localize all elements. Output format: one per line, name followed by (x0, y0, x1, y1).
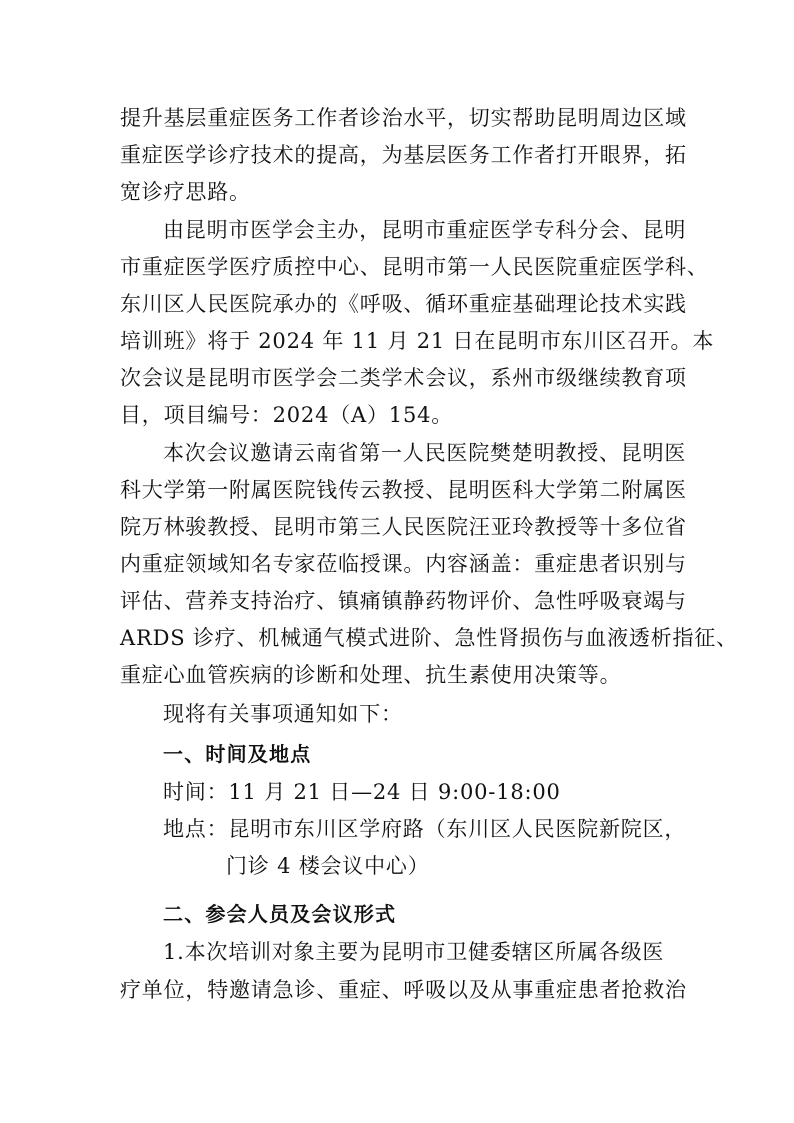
body-text-line: ARDS 诊疗、机械通气模式进阶、急性肾损伤与血液透析指征、 (120, 626, 738, 650)
body-text-line: 东川区人民医院承办的《呼吸、循环重症基础理论技术实践 (120, 292, 687, 316)
body-text-line: 评估、营养支持治疗、镇痛镇静药物评价、急性呼吸衰竭与 (120, 589, 687, 613)
body-text-line: 院万林骏教授、昆明市第三人民医院汪亚玲教授等十多位省 (120, 515, 687, 539)
body-text-line: 宽诊疗思路。 (120, 180, 251, 204)
body-text-line: 培训班》将于 2024 年 11 月 21 日在昆明市东川区召开。本 (120, 329, 715, 353)
section-heading: 一、时间及地点 (163, 742, 312, 766)
body-text-line: 时间：11 月 21 日—24 日 9:00-18:00 (163, 780, 561, 804)
body-text-line: 本次会议邀请云南省第一人民医院樊楚明教授、昆明医 (163, 441, 687, 465)
body-text-line: 次会议是昆明市医学会二类学术会议，系州市级继续教育项 (120, 366, 687, 390)
body-text-line: 地点：昆明市东川区学府路（东川区人民医院新院区， (163, 817, 687, 841)
body-text-line: 内重症领域知名专家莅临授课。内容涵盖：重症患者识别与 (120, 552, 687, 576)
body-text-line: 目，项目编号：2024（A）154。 (120, 403, 454, 427)
body-text-line: 门诊 4 楼会议中心） (226, 854, 430, 878)
body-text-line: 疗单位，特邀请急诊、重症、呼吸以及从事重症患者抢救治 (120, 978, 687, 1002)
body-text-line: 重症医学诊疗技术的提高，为基层医务工作者打开眼界，拓 (120, 143, 687, 167)
body-text-line: 现将有关事项通知如下： (163, 702, 403, 726)
body-text-line: 提升基层重症医务工作者诊治水平，切实帮助昆明周边区域 (120, 106, 687, 130)
body-text-line: 市重症医学医疗质控中心、昆明市第一人民医院重症医学科、 (120, 255, 709, 279)
section-heading: 二、参会人员及会议形式 (163, 902, 397, 926)
body-text-line: 重症心血管疾病的诊断和处理、抗生素使用决策等。 (120, 663, 622, 687)
body-text-line: 1.本次培训对象主要为昆明市卫健委辖区所属各级医 (163, 940, 665, 964)
body-text-line: 科大学第一附属医院钱传云教授、昆明医科大学第二附属医 (120, 478, 687, 502)
body-text-line: 由昆明市医学会主办，昆明市重症医学专科分会、昆明 (163, 218, 687, 242)
